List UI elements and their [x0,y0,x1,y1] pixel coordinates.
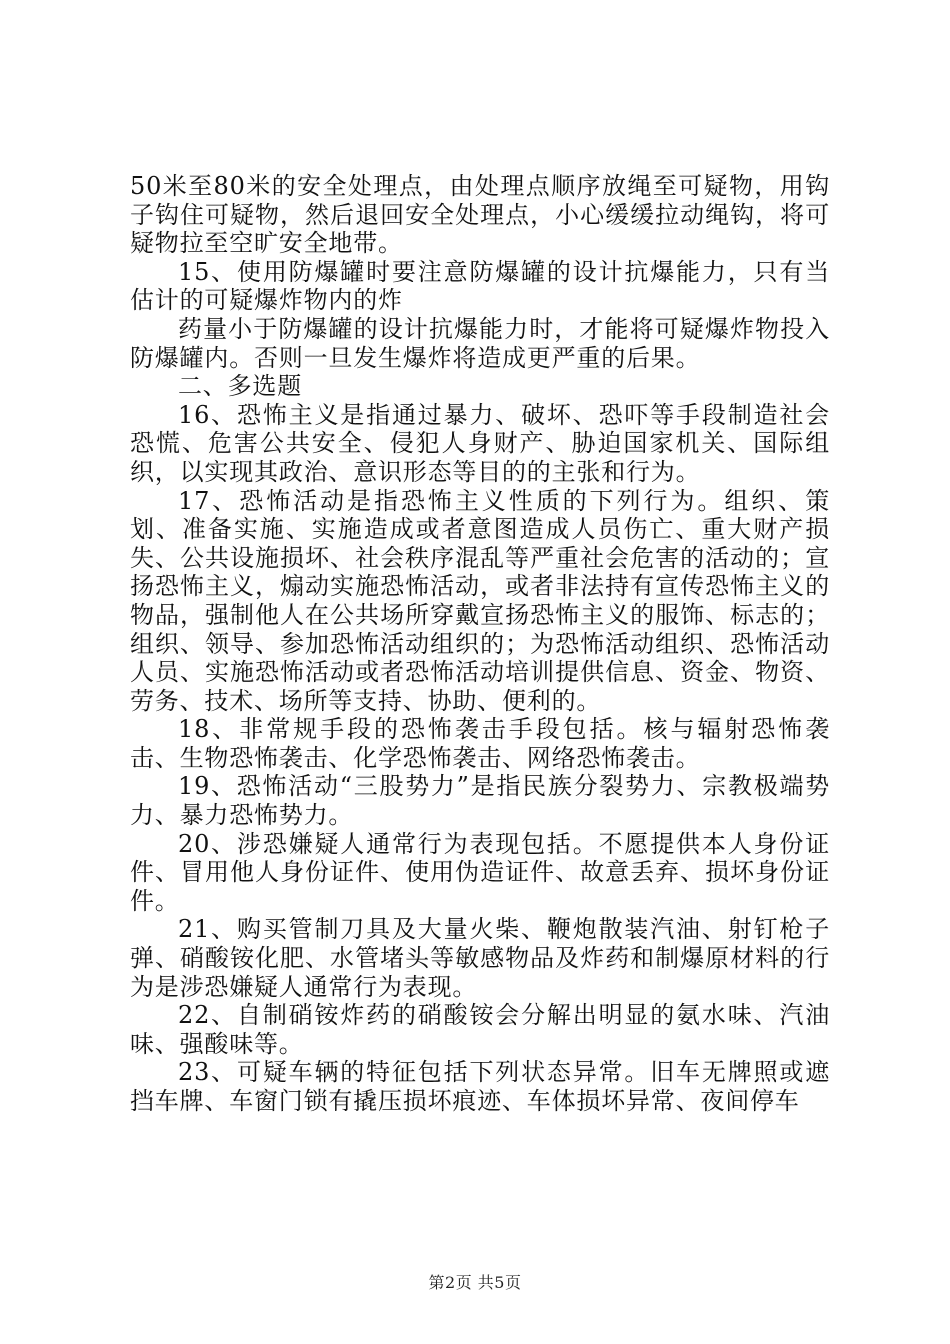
paragraph-5: 16、恐怖主义是指通过暴力、破坏、恐吓等手段制造社会恐慌、危害公共安全、侵犯人身财产、胁迫国家机关、国际组织，以实现其政治、意识形态等目的的主张和行为。 [130,400,830,486]
paragraph-12: 23、可疑车辆的特征包括下列状态异常。旧车无牌照或遮挡车牌、车窗门锁有撬压损坏痕迹、车体损坏异常、夜间停车 [130,1058,830,1115]
document-body [130,172,830,1116]
page-footer: 第2页 共5页 [428,1273,522,1292]
paragraph-3: 药量小于防爆罐的设计抗爆能力时，才能将可疑爆炸物投入防爆罐内。否则一旦发生爆炸将造成更严重的后果。 [130,314,830,372]
paragraph-8: 19、恐怖活动“三股势力”是指民族分裂势力、宗教极端势力、暴力恐怖势力。 [130,772,830,830]
paragraph-9: 20、涉恐嫌疑人通常行为表现包括。不愿提供本人身份证件、冒用他人身份证件、使用伪造证件、故意丢弃、损坏身份证件。 [130,829,830,915]
paragraph-1: 50米至80米的安全处理点，由处理点顺序放绳至可疑物，用钩子钩住可疑物，然后退回安全处理点，小心缓缓拉动绳钩，将可疑物拉至空旷安全地带。 [130,172,830,258]
paragraph-2: 15、使用防爆罐时要注意防爆罐的设计抗爆能力，只有当估计的可疑爆炸物内的炸 [130,257,830,315]
paragraph-10: 21、购买管制刀具及大量火柴、鞭炮散装汽油、射钉枪子弹、硝酸铵化肥、水管堵头等敏感物品及炸药和制爆原材料的行为是涉恐嫌疑人通常行为表现。 [130,915,830,1001]
section-heading: 二、多选题 [178,372,302,401]
paragraph-6: 17、恐怖活动是指恐怖主义性质的下列行为。组织、策划、准备实施、实施造成或者意图造成人员伤亡、重大财产损失、公共设施损坏、社会秩序混乱等严重社会危害的活动的；宣扬恐怖主义，煽动实施恐怖活动，或者非法持有宣传恐怖主义的物品，强制他人在公共场所穿戴宣扬恐怖主义的服饰、标志的；组织、领导、参加恐怖活动组织的；为恐怖活动组织、恐怖活动人员、实施恐怖活动或者恐怖活动培训提供信息、资金、物资、劳务、技术、场所等支持、协助、便利的。 [130,486,830,715]
paragraph-11: 22、自制硝铵炸药的硝酸铵会分解出明显的氨水味、汽油味、强酸味等。 [130,1001,830,1058]
paragraph-7: 18、非常规手段的恐怖袭击手段包括。核与辐射恐怖袭击、生物恐怖袭击、化学恐怖袭击、网络恐怖袭击。 [130,715,830,772]
